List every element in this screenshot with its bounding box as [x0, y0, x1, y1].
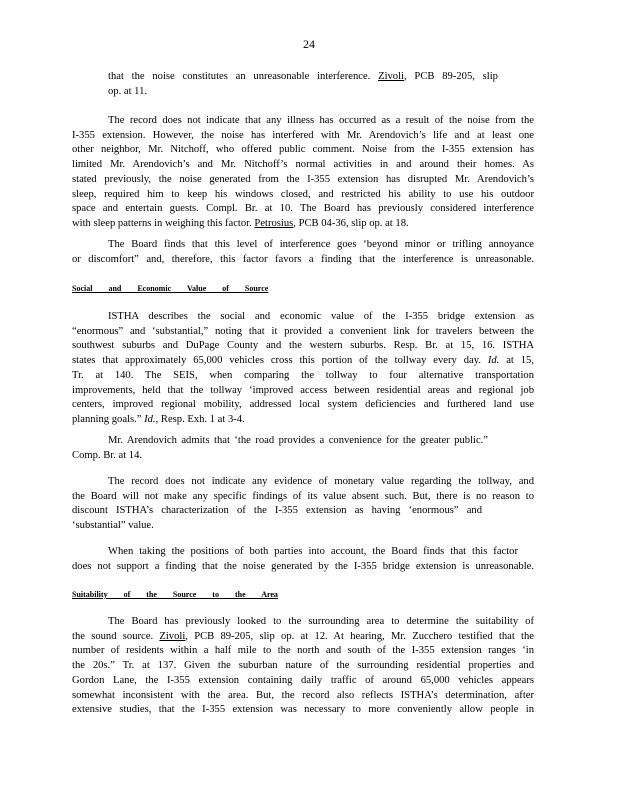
text-line: the sound source. Zivoli, PCB 89-205, slip op. at 12. At hearing, Mr. Zucchero testified that the: [72, 630, 534, 642]
text-line: improvements, held that the tollway ‘improved access between residential areas and regional job: [72, 384, 534, 396]
text-line: Gordon Lane, the I-355 extension containing daily traffic of around 65,000 vehicles appears: [72, 674, 534, 686]
text-line: number of residents within a half mile to the north and south of the I-355 extension ranges ‘in: [72, 645, 534, 657]
text-line: centers, improved regional mobility, addressed local system deficiencies and furthered land use: [72, 399, 534, 411]
page-number: 24: [303, 37, 315, 51]
text-line: ISTHA describes the social and economic value of the I-355 bridge extension as: [108, 311, 534, 322]
text-line: sleep, required him to keep his windows closed, and restricted his ability to use his outdoor: [72, 188, 534, 200]
text-line: the Board will not make any specific findings of its value absent such. But, there is no reason to: [72, 490, 534, 502]
text-line: The Board finds that this level of interference goes ‘beyond minor or trifling annoyance: [108, 239, 534, 250]
text-line: extensive studies, that the I-355 extension was necessary to more conveniently allow people in: [72, 704, 534, 716]
paragraph: [72, 545, 534, 574]
text-line: Tr. at 140. The SEIS, when comparing the tollway to four alternative transportation: [72, 369, 534, 381]
text-line: planning goals.” Id., Resp. Exh. 1 at 3-4.: [72, 413, 245, 425]
paragraph: [72, 615, 534, 718]
paragraph: [72, 434, 534, 463]
id-citation: Id.: [487, 355, 500, 367]
text-line: The Board has previously looked to the surrounding area to determine the suitability of: [108, 616, 534, 627]
text-line: limited Mr. Arendovich’s and Mr. Nitchoff’s normal activities in and around their homes. As: [72, 159, 534, 171]
text-line: The record does not indicate that any illness has occurred as a result of the noise from the: [108, 115, 534, 126]
id-citation: Id.: [144, 413, 156, 425]
case-citation: Zivoli: [378, 71, 404, 82]
case-citation: Zivoli: [159, 630, 186, 642]
text-line: Mr. Arendovich admits that ‘the road provides a convenience for the greater public.”: [108, 435, 488, 446]
section-heading: Suitability of the Source to the Area: [72, 590, 278, 599]
text-line: When taking the positions of both parties into account, the Board finds that this factor: [108, 546, 518, 557]
text-line: somewhat inconsistent with the area. But, the record also reflects ISTHA’s determination, after: [72, 689, 534, 701]
text-line: other neighbor, Mr. Nitchoff, who offered public comment. Noise from the I-355 extension has: [72, 144, 534, 156]
text-line: stated previously, the noise generated from the I-355 extension has disrupted Mr. Arendovich’s: [72, 173, 534, 185]
text-line: with sleep patterns in weighing this factor. Petrosius, PCB 04-36, slip op. at 18.: [72, 217, 409, 229]
text-line: or discomfort” and, therefore, this factor favors a finding that the interference is unreasonable.: [72, 253, 534, 265]
text-line: discount ISTHA’s characterization of the I-355 extension as having ‘enormous” and: [72, 505, 482, 517]
text-line: ‘substantial” value.: [72, 520, 154, 532]
paragraph: [72, 475, 534, 534]
text-line: southwest suburbs and DuPage County and the western suburbs. Resp. Br. at 15, 16. ISTHA: [72, 340, 534, 352]
text-line: op. at 11.: [108, 85, 148, 97]
case-citation: Petrosius: [254, 217, 294, 229]
text-line: space and entertain guests. Compl. Br. at 10. The Board has previously considered interference: [72, 203, 534, 215]
text-line: states that approximately 65,000 vehicles cross this portion of the tollway every day. Id. at 15,: [72, 355, 534, 367]
text-line: that the noise constitutes an unreasonable interference. Zivoli, PCB 89-205, slip: [108, 71, 498, 82]
paragraph: [72, 114, 534, 232]
text-line: “enormous” and ‘substantial,” noting that it provided a convenient link for travelers between the: [72, 325, 534, 337]
text-line: Comp. Br. at 14.: [72, 449, 143, 461]
paragraph: [72, 310, 534, 428]
text-line: I-355 extension. However, the noise has interfered with Mr. Arendovich’s life and at least one: [72, 129, 534, 141]
text-line: does not support a finding that the noise generated by the I-355 bridge extension is unreasonable.: [72, 560, 534, 572]
quote-block: [108, 70, 498, 99]
section-heading: Social and Economic Value of Source: [72, 284, 269, 293]
paragraph: [72, 238, 534, 267]
text-line: the 20s.” Tr. at 137. Given the suburban nature of the surrounding residential properties and: [72, 660, 534, 672]
text-line: The record does not indicate any evidence of monetary value regarding the tollway, and: [108, 476, 534, 487]
